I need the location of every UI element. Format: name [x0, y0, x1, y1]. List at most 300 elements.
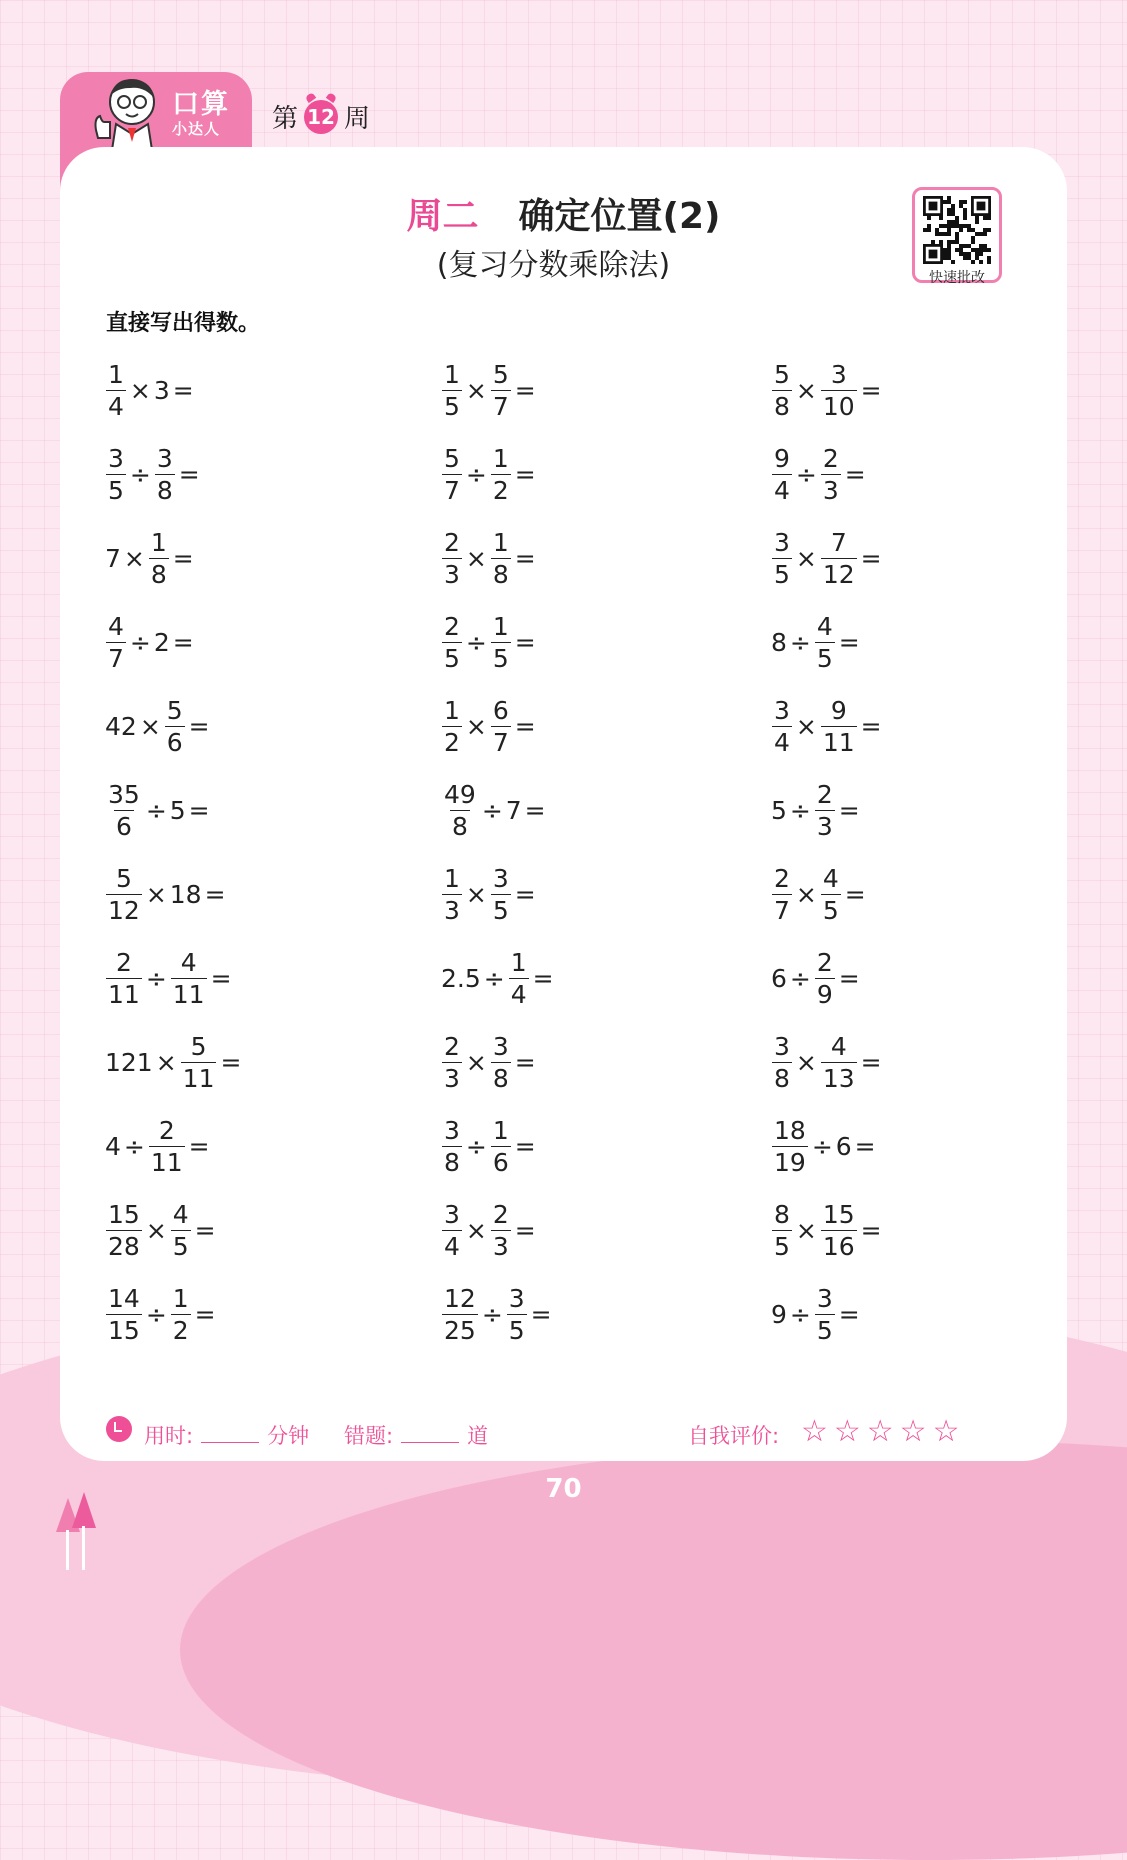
- denominator: 2: [492, 475, 509, 505]
- problem-12: [771, 612, 1005, 672]
- number: 18: [169, 879, 202, 909]
- operator: ÷: [795, 459, 817, 489]
- problem-4: [105, 444, 441, 504]
- numerator: 1: [492, 443, 509, 473]
- problem-26: [441, 1032, 771, 1092]
- problem-2: [441, 360, 771, 420]
- numerator: 1: [492, 527, 509, 557]
- fraction: [491, 611, 511, 673]
- numerator: 5: [166, 695, 183, 725]
- fraction: [106, 611, 126, 673]
- operator: ÷: [481, 795, 503, 825]
- operator: ÷: [789, 963, 811, 993]
- numerator: 2: [822, 443, 839, 473]
- week-indicator: [272, 98, 370, 135]
- fraction: [772, 443, 792, 505]
- fraction: [491, 1031, 511, 1093]
- fraction: [509, 947, 529, 1009]
- operator: =: [514, 1131, 536, 1161]
- badge-title: 口算: [172, 89, 230, 120]
- operator: =: [178, 459, 200, 489]
- numerator: 14: [108, 1283, 140, 1313]
- denominator: 7: [492, 727, 509, 757]
- numerator: 3: [444, 1115, 460, 1145]
- operator: ÷: [465, 1131, 487, 1161]
- time-blank[interactable]: [201, 1424, 259, 1443]
- operator: ×: [145, 1215, 167, 1245]
- qr-code-icon[interactable]: [922, 196, 992, 264]
- week-prefix: 第: [272, 104, 299, 134]
- fraction: [442, 527, 462, 589]
- operator: =: [514, 1047, 536, 1077]
- problem-23: [441, 948, 771, 1008]
- fraction: [165, 695, 185, 757]
- fraction: [772, 359, 792, 421]
- denominator: 19: [774, 1147, 806, 1177]
- denominator: 5: [816, 1315, 833, 1345]
- fraction: [155, 443, 175, 505]
- fraction: [106, 359, 126, 421]
- numerator: 3: [508, 1283, 525, 1313]
- denominator: 12: [822, 559, 855, 589]
- denominator: 8: [774, 1063, 790, 1093]
- operator: =: [204, 879, 226, 909]
- denominator: 15: [108, 1315, 140, 1345]
- denominator: 6: [115, 811, 132, 841]
- operator: =: [838, 963, 860, 993]
- fraction: [491, 527, 511, 589]
- denominator: 9: [816, 979, 833, 1009]
- denominator: 5: [108, 475, 124, 505]
- problem-19: [105, 864, 441, 924]
- fraction: [442, 1199, 462, 1261]
- operator: ×: [795, 1215, 817, 1245]
- errors-label: 错题:: [344, 1424, 394, 1448]
- numerator: 2: [816, 947, 833, 977]
- denominator: 28: [108, 1231, 140, 1261]
- numerator: 12: [444, 1283, 476, 1313]
- fraction: [442, 1031, 462, 1093]
- number: 6: [835, 1131, 852, 1161]
- badge-subtitle: 小达人: [172, 120, 221, 138]
- stopwatch-icon: [106, 1416, 132, 1442]
- fraction: [442, 863, 462, 925]
- problem-32: [441, 1200, 771, 1260]
- operator: ×: [795, 1047, 817, 1077]
- denominator: 5: [774, 559, 790, 589]
- problem-33: [771, 1200, 1005, 1260]
- number: 2: [153, 627, 170, 657]
- denominator: 11: [108, 979, 140, 1009]
- number: 42: [105, 711, 137, 741]
- numerator: 15: [108, 1199, 140, 1229]
- denominator: 3: [444, 895, 460, 925]
- fraction: [106, 947, 142, 1009]
- problem-20: [441, 864, 771, 924]
- fraction: [491, 359, 511, 421]
- number: 9: [771, 1299, 787, 1329]
- fraction: [149, 1115, 185, 1177]
- numerator: 5: [115, 863, 132, 893]
- denominator: 3: [444, 1063, 460, 1093]
- denominator: 12: [108, 895, 140, 925]
- problem-6: [771, 444, 1005, 504]
- problem-8: [441, 528, 771, 588]
- problem-31: [105, 1200, 441, 1260]
- numerator: 2: [444, 1031, 460, 1061]
- fraction: [821, 1199, 857, 1261]
- fraction: [106, 1199, 142, 1261]
- denominator: 5: [816, 643, 833, 673]
- numerator: 4: [172, 1199, 189, 1229]
- number: 6: [771, 963, 787, 993]
- operator: ÷: [789, 795, 811, 825]
- fraction: [491, 863, 511, 925]
- number: 121: [105, 1047, 153, 1077]
- numerator: 4: [180, 947, 197, 977]
- problem-3: [771, 360, 1005, 420]
- number: 7: [505, 795, 522, 825]
- number: 7: [105, 543, 121, 573]
- operator: =: [860, 711, 882, 741]
- operator: ÷: [145, 963, 167, 993]
- denominator: 6: [492, 1147, 509, 1177]
- fraction: [171, 1199, 191, 1261]
- denominator: 8: [451, 811, 468, 841]
- operator: ÷: [465, 627, 487, 657]
- denominator: 5: [508, 1315, 525, 1345]
- problem-29: [441, 1116, 771, 1176]
- fraction: [442, 359, 462, 421]
- denominator: 11: [822, 727, 855, 757]
- operator: ×: [465, 879, 487, 909]
- denominator: 8: [492, 559, 509, 589]
- operator: ÷: [789, 627, 811, 657]
- numerator: 3: [774, 695, 790, 725]
- operator: ×: [465, 375, 487, 405]
- operator: =: [524, 795, 546, 825]
- problem-17: [441, 780, 771, 840]
- fraction: [442, 695, 462, 757]
- fraction: [442, 779, 478, 841]
- problem-1: [105, 360, 441, 420]
- numerator: 2: [774, 863, 790, 893]
- denominator: 3: [816, 811, 833, 841]
- numerator: 1: [444, 359, 460, 389]
- denominator: 3: [822, 475, 839, 505]
- denominator: 5: [774, 1231, 790, 1261]
- numerator: 2: [492, 1199, 509, 1229]
- problem-18: [771, 780, 1005, 840]
- number: 4: [105, 1131, 121, 1161]
- denominator: 4: [774, 727, 790, 757]
- problem-30: [771, 1116, 1005, 1176]
- denominator: 4: [774, 475, 790, 505]
- fraction: [815, 1283, 835, 1345]
- fraction: [171, 1283, 191, 1345]
- week-suffix: 周: [344, 104, 371, 134]
- operator: =: [194, 1299, 216, 1329]
- fraction: [149, 527, 169, 589]
- number: 3: [153, 375, 170, 405]
- operator: =: [854, 1131, 876, 1161]
- problem-14: [441, 696, 771, 756]
- operator: =: [220, 1047, 242, 1077]
- numerator: 1: [150, 527, 167, 557]
- fraction: [171, 947, 207, 1009]
- problem-9: [771, 528, 1005, 588]
- tree-decoration-icon: [52, 1492, 102, 1570]
- operator: ×: [465, 1047, 487, 1077]
- operator: ÷: [145, 795, 167, 825]
- fraction: [442, 1283, 478, 1345]
- operator: ÷: [465, 459, 487, 489]
- denominator: 5: [492, 643, 509, 673]
- rating-label: 自我评价:: [688, 1424, 780, 1448]
- fraction: [772, 695, 792, 757]
- footer: [106, 1414, 976, 1454]
- operator: ÷: [789, 1299, 811, 1329]
- operator: ×: [465, 711, 487, 741]
- numerator: 1: [492, 611, 509, 641]
- page-number: 70: [545, 1474, 582, 1504]
- operator: =: [838, 627, 860, 657]
- number: 2.5: [441, 963, 481, 993]
- operator: =: [514, 879, 536, 909]
- qr-code-panel[interactable]: [912, 187, 1002, 286]
- operator: =: [514, 459, 536, 489]
- instruction: 直接写出得数。: [106, 311, 261, 336]
- rating-stars[interactable]: ☆☆☆☆☆: [801, 1414, 966, 1449]
- title-topic: 确定位置(2): [518, 196, 721, 237]
- fraction: [507, 1283, 527, 1345]
- title-day: 周二: [406, 196, 479, 237]
- operator: =: [172, 543, 194, 573]
- fraction: [106, 1283, 142, 1345]
- denominator: 11: [172, 979, 205, 1009]
- number: 5: [771, 795, 787, 825]
- operator: =: [532, 963, 554, 993]
- numerator: 4: [816, 611, 833, 641]
- denominator: 11: [182, 1063, 215, 1093]
- operator: ÷: [129, 459, 151, 489]
- operator: =: [172, 627, 194, 657]
- numerator: 9: [830, 695, 847, 725]
- denominator: 7: [492, 391, 509, 421]
- denominator: 6: [166, 727, 183, 757]
- operator: =: [530, 1299, 552, 1329]
- numerator: 4: [830, 1031, 847, 1061]
- numerator: 9: [774, 443, 790, 473]
- denominator: 8: [156, 475, 173, 505]
- numerator: 3: [774, 1031, 790, 1061]
- denominator: 3: [492, 1231, 509, 1261]
- numerator: 49: [444, 779, 476, 809]
- problem-10: [105, 612, 441, 672]
- numerator: 8: [774, 1199, 790, 1229]
- denominator: 8: [444, 1147, 460, 1177]
- numerator: 2: [115, 947, 132, 977]
- operator: ×: [123, 543, 145, 573]
- denominator: 8: [150, 559, 167, 589]
- problem-34: [105, 1284, 441, 1344]
- operator: ÷: [129, 627, 151, 657]
- operator: ×: [465, 543, 487, 573]
- numerator: 2: [444, 611, 460, 641]
- operator: ÷: [481, 1299, 503, 1329]
- problem-25: [105, 1032, 441, 1092]
- fraction: [106, 863, 142, 925]
- fraction: [772, 1115, 808, 1177]
- time-label: 用时:: [144, 1424, 194, 1448]
- numerator: 3: [108, 443, 124, 473]
- numerator: 18: [774, 1115, 806, 1145]
- operator: =: [188, 795, 210, 825]
- fraction: [815, 611, 835, 673]
- operator: =: [188, 711, 210, 741]
- fraction: [181, 1031, 217, 1093]
- numerator: 3: [774, 527, 790, 557]
- operator: ×: [139, 711, 161, 741]
- numerator: 35: [108, 779, 140, 809]
- operator: ×: [795, 711, 817, 741]
- problem-grid: [105, 360, 1005, 1368]
- operator: =: [838, 795, 860, 825]
- denominator: 3: [444, 559, 460, 589]
- fraction: [442, 611, 462, 673]
- operator: ÷: [123, 1131, 145, 1161]
- denominator: 13: [822, 1063, 855, 1093]
- fraction: [106, 443, 126, 505]
- problem-22: [105, 948, 441, 1008]
- fraction: [815, 779, 835, 841]
- operator: =: [838, 1299, 860, 1329]
- operator: =: [514, 543, 536, 573]
- denominator: 5: [822, 895, 839, 925]
- problem-35: [441, 1284, 771, 1344]
- numerator: 1: [108, 359, 124, 389]
- numerator: 5: [444, 443, 460, 473]
- fraction: [772, 1199, 792, 1261]
- operator: ×: [795, 543, 817, 573]
- operator: ÷: [811, 1131, 833, 1161]
- week-number-clock-icon: 12: [304, 100, 338, 134]
- problem-13: [105, 696, 441, 756]
- operator: =: [860, 1215, 882, 1245]
- denominator: 2: [172, 1315, 189, 1345]
- operator: ×: [465, 1215, 487, 1245]
- fraction: [821, 695, 857, 757]
- numerator: 2: [444, 527, 460, 557]
- operator: =: [844, 879, 866, 909]
- operator: =: [188, 1131, 210, 1161]
- errors-blank[interactable]: [401, 1424, 459, 1443]
- operator: ×: [795, 879, 817, 909]
- fraction: [821, 359, 857, 421]
- denominator: 5: [172, 1231, 189, 1261]
- fraction: [442, 1115, 462, 1177]
- denominator: 5: [444, 643, 460, 673]
- denominator: 4: [108, 391, 124, 421]
- fraction: [491, 695, 511, 757]
- numerator: 3: [492, 863, 509, 893]
- numerator: 2: [158, 1115, 175, 1145]
- numerator: 3: [156, 443, 173, 473]
- operator: =: [860, 375, 882, 405]
- denominator: 25: [444, 1315, 476, 1345]
- fraction: [491, 443, 511, 505]
- numerator: 15: [822, 1199, 855, 1229]
- problem-5: [441, 444, 771, 504]
- numerator: 7: [830, 527, 847, 557]
- operator: =: [860, 543, 882, 573]
- operator: ÷: [145, 1299, 167, 1329]
- numerator: 5: [492, 359, 509, 389]
- page-subtitle: (复习分数乘除法): [436, 248, 671, 283]
- numerator: 1: [492, 1115, 509, 1145]
- operator: =: [172, 375, 194, 405]
- operator: ×: [129, 375, 151, 405]
- problem-15: [771, 696, 1005, 756]
- denominator: 10: [822, 391, 855, 421]
- number: 5: [169, 795, 186, 825]
- fraction: [821, 527, 857, 589]
- problem-36: [771, 1284, 1005, 1344]
- operator: =: [194, 1215, 216, 1245]
- numerator: 2: [816, 779, 833, 809]
- numerator: 5: [774, 359, 790, 389]
- fraction: [106, 779, 142, 841]
- fraction: [772, 863, 792, 925]
- denominator: 7: [444, 475, 460, 505]
- fraction: [821, 443, 841, 505]
- numerator: 4: [108, 611, 124, 641]
- problem-27: [771, 1032, 1005, 1092]
- time-field: [144, 1420, 309, 1450]
- mascot-boy-icon: [86, 72, 166, 150]
- denominator: 7: [108, 643, 124, 673]
- numerator: 6: [492, 695, 509, 725]
- operator: ×: [795, 375, 817, 405]
- fraction: [815, 947, 835, 1009]
- errors-field: [344, 1420, 488, 1450]
- fraction: [772, 1031, 792, 1093]
- denominator: 5: [444, 391, 460, 421]
- denominator: 5: [492, 895, 509, 925]
- time-unit: 分钟: [267, 1424, 310, 1448]
- fraction: [442, 443, 462, 505]
- operator: =: [514, 375, 536, 405]
- numerator: 3: [444, 1199, 460, 1229]
- denominator: 11: [150, 1147, 183, 1177]
- problem-24: [771, 948, 1005, 1008]
- numerator: 4: [822, 863, 839, 893]
- numerator: 3: [492, 1031, 509, 1061]
- denominator: 4: [444, 1231, 460, 1261]
- problem-16: [105, 780, 441, 840]
- number: 8: [771, 627, 787, 657]
- fraction: [491, 1115, 511, 1177]
- numerator: 1: [510, 947, 527, 977]
- operator: ×: [155, 1047, 177, 1077]
- denominator: 2: [444, 727, 460, 757]
- errors-unit: 道: [467, 1424, 489, 1448]
- denominator: 8: [774, 391, 790, 421]
- operator: =: [860, 1047, 882, 1077]
- denominator: 16: [822, 1231, 855, 1261]
- operator: ×: [145, 879, 167, 909]
- qr-label: 快速批改: [929, 270, 985, 286]
